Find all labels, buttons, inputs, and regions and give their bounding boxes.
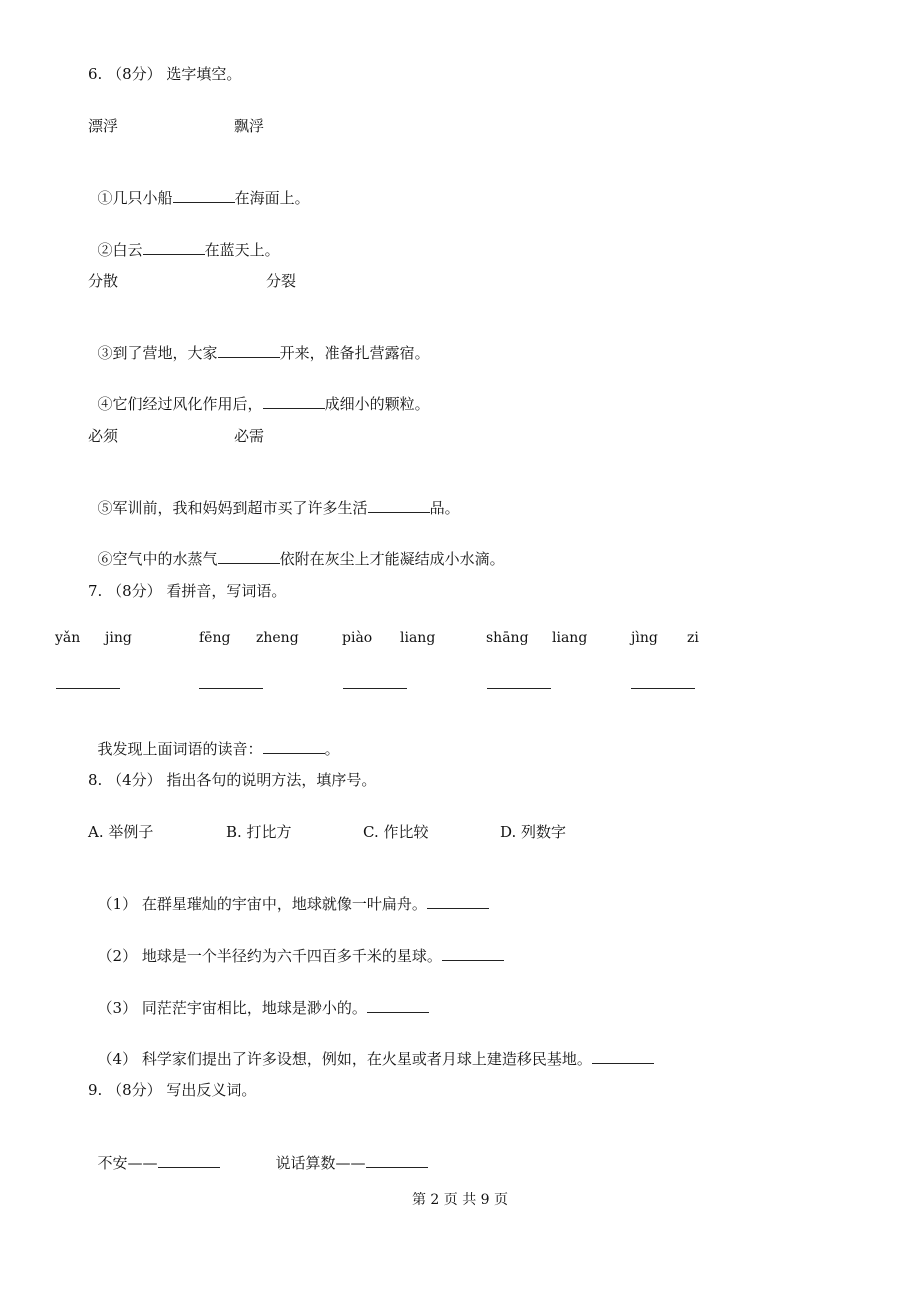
q6-s5-pre: ⑤军训前，我和妈妈到超市买了许多生活 <box>97 499 368 517</box>
pinyin-5a: jìng <box>631 630 658 646</box>
q8-item-2-blank[interactable] <box>442 946 504 961</box>
q6-s6-post: 依附在灰尘上才能凝结成小水滴。 <box>279 550 505 568</box>
q6-sentence-4 <box>88 374 430 414</box>
q8-item-2-text: （2） 地球是一个半径约为六千四百多千米的星球。 <box>97 947 442 965</box>
q6-s3-blank[interactable] <box>218 343 280 358</box>
q6-sentence-1 <box>88 168 310 208</box>
pinyin-1b: jing <box>105 630 132 646</box>
q9-pair-1 <box>88 1133 220 1173</box>
q8-option-d: D. 列数字 <box>500 823 567 841</box>
q8-item-3 <box>88 978 429 1018</box>
q9-pair-2 <box>266 1133 428 1173</box>
q6-s2-blank[interactable] <box>143 240 205 255</box>
pinyin-answer-blank-5[interactable] <box>631 688 695 689</box>
q8-item-4-text: （4） 科学家们提出了许多设想，例如，在火星或者月球上建造移民基地。 <box>97 1050 592 1068</box>
q6-s1-post: 在海面上。 <box>234 189 310 207</box>
q7-finding <box>88 719 340 759</box>
q8-option-a: A. 举例子 <box>88 823 154 841</box>
q7-finding-blank[interactable] <box>263 739 325 754</box>
q6-s4-post: 成细小的颗粒。 <box>324 395 430 413</box>
q9-header: 9. （8分） 写出反义词。 <box>88 1081 257 1099</box>
pinyin-5b: zi <box>687 630 699 646</box>
q6-sentence-2 <box>88 220 280 260</box>
q9-pair-1-blank[interactable] <box>158 1153 220 1168</box>
q6-sentence-3 <box>88 323 430 363</box>
q9-pair-1-text: 不安—— <box>97 1154 158 1172</box>
pinyin-1a: yǎn <box>55 630 81 646</box>
q6-group1-word-b: 飘浮 <box>234 117 265 135</box>
q8-item-1 <box>88 874 489 914</box>
q8-item-3-blank[interactable] <box>367 998 429 1013</box>
q6-group3-word-b: 必需 <box>234 427 265 445</box>
q6-s4-pre: ④它们经过风化作用后， <box>97 395 263 413</box>
q8-item-4-blank[interactable] <box>592 1049 654 1064</box>
q6-s4-blank[interactable] <box>263 394 325 409</box>
q8-item-2 <box>88 926 504 966</box>
q6-s3-post: 开来，准备扎营露宿。 <box>279 344 430 362</box>
q7-finding-post: 。 <box>324 740 340 758</box>
pinyin-2a: fēng <box>199 630 231 646</box>
q6-s6-pre: ⑥空气中的水蒸气 <box>97 550 218 568</box>
q6-group2-word-a: 分散 <box>88 272 119 290</box>
q9-pair-2-text: 说话算数—— <box>275 1154 366 1172</box>
q6-group2-word-b: 分裂 <box>266 272 297 290</box>
pinyin-2b: zheng <box>256 630 299 646</box>
page-footer: 第 2 页 共 9 页 <box>411 1192 509 1208</box>
q6-group1-word-a: 漂浮 <box>88 117 119 135</box>
q6-s1-pre: ①几只小船 <box>97 189 173 207</box>
q6-s1-blank[interactable] <box>173 188 235 203</box>
q6-sentence-6 <box>88 529 505 569</box>
q7-header: 7. （8分） 看拼音，写词语。 <box>88 582 287 600</box>
pinyin-answer-blank-4[interactable] <box>487 688 551 689</box>
q6-group3-word-a: 必须 <box>88 427 119 445</box>
pinyin-answer-blank-3[interactable] <box>343 688 407 689</box>
q6-s3-pre: ③到了营地，大家 <box>97 344 218 362</box>
pinyin-3a: piào <box>342 630 373 646</box>
q8-item-1-blank[interactable] <box>427 894 489 909</box>
q6-sentence-5 <box>88 478 460 518</box>
q8-item-3-text: （3） 同茫茫宇宙相比，地球是渺小的。 <box>97 999 367 1017</box>
pinyin-4b: liang <box>552 630 588 646</box>
q8-option-b: B. 打比方 <box>226 823 292 841</box>
q8-option-c: C. 作比较 <box>363 823 429 841</box>
pinyin-answer-blank-1[interactable] <box>56 688 120 689</box>
q6-s2-post: 在蓝天上。 <box>204 241 280 259</box>
pinyin-answer-blank-2[interactable] <box>199 688 263 689</box>
q6-header: 6. （8分） 选字填空。 <box>88 65 242 83</box>
q8-header: 8. （4分） 指出各句的说明方法，填序号。 <box>88 771 377 789</box>
q8-item-4 <box>88 1029 654 1069</box>
q6-s5-post: 品。 <box>429 499 460 517</box>
pinyin-4a: shāng <box>486 630 529 646</box>
q7-finding-pre: 我发现上面词语的读音： <box>97 740 263 758</box>
q6-s5-blank[interactable] <box>368 498 430 513</box>
q6-s2-pre: ②白云 <box>97 241 143 259</box>
q6-s6-blank[interactable] <box>218 549 280 564</box>
pinyin-3b: liang <box>400 630 436 646</box>
q8-item-1-text: （1） 在群星璀灿的宇宙中，地球就像一叶扁舟。 <box>97 895 427 913</box>
q9-pair-2-blank[interactable] <box>366 1153 428 1168</box>
